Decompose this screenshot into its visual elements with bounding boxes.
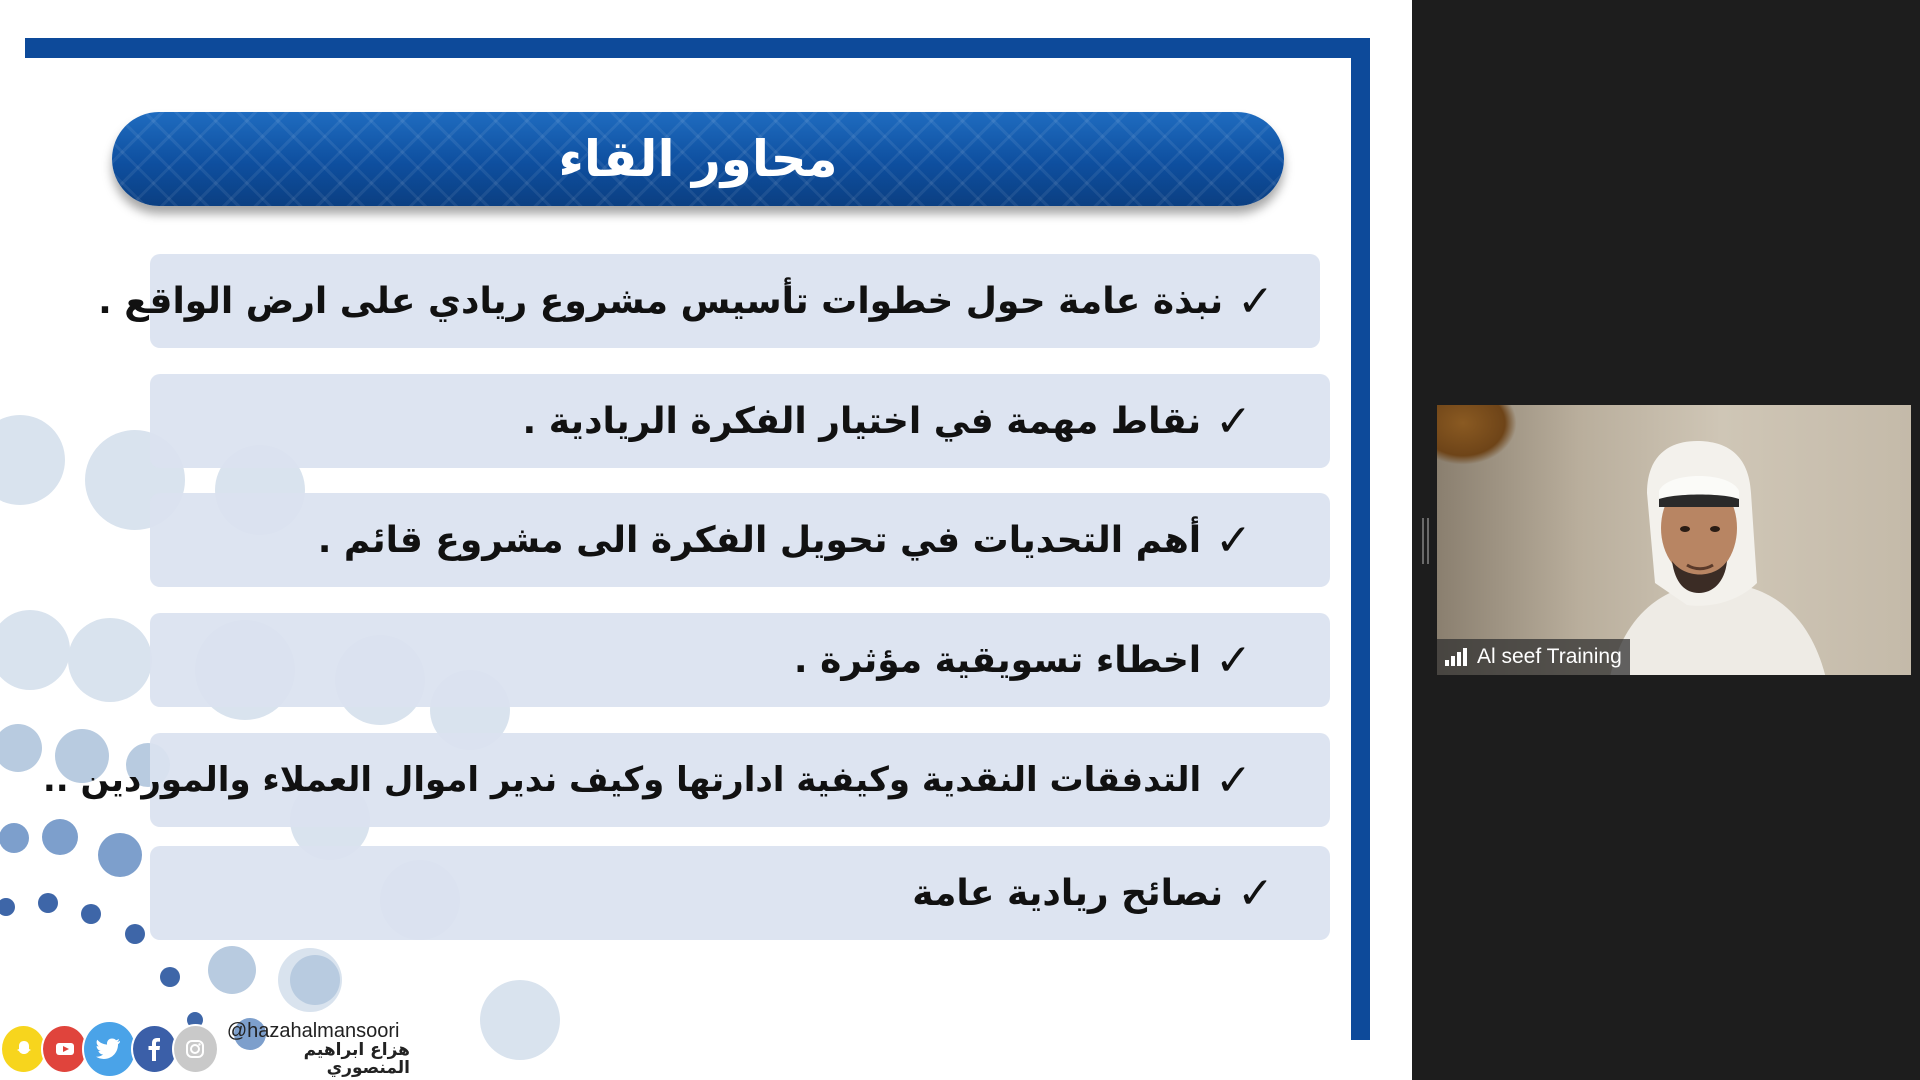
- social-footer: [0, 1019, 410, 1078]
- checkmark-icon: ✓: [1215, 634, 1252, 686]
- checkmark-icon: ✓: [1237, 867, 1274, 919]
- agenda-item: [150, 493, 1330, 587]
- agenda-item: [150, 374, 1330, 468]
- checkmark-icon: ✓: [1215, 395, 1252, 447]
- agenda-item-text: نقاط مهمة في اختيار الفكرة الريادية .: [522, 400, 1202, 442]
- checkmark-icon: ✓: [1215, 514, 1252, 566]
- twitter-icon: [82, 1020, 137, 1078]
- participant-video-tile[interactable]: [1437, 405, 1911, 675]
- agenda-item: [150, 613, 1330, 707]
- participant-name: Al seef Training: [1477, 645, 1622, 668]
- signal-strength-icon: [1445, 648, 1469, 666]
- agenda-item: [42, 733, 1330, 827]
- agenda-item-text: أهم التحديات في تحويل الفكرة الى مشروع قائم .: [317, 519, 1202, 561]
- snapchat-icon: [0, 1024, 47, 1074]
- slide-right-bar: [1351, 38, 1370, 1040]
- agenda-item-text: نبذة عامة حول خطوات تأسيس مشروع ريادي على ارض الواقع .: [98, 280, 1224, 322]
- background-plant: [1437, 405, 1517, 465]
- presenter-name-arabic: هزاع ابراهيم المنصوري: [303, 1039, 410, 1078]
- slide-top-bar: [25, 38, 1370, 58]
- facebook-icon: [131, 1024, 178, 1074]
- agenda-item: [150, 846, 1330, 940]
- checkmark-icon: ✓: [1237, 275, 1274, 327]
- panel-resize-handle[interactable]: [1422, 518, 1430, 564]
- instagram-icon: [172, 1024, 219, 1074]
- social-handle: @hazahalmansoori: [226, 1019, 400, 1042]
- agenda-item-text: التدفقات النقدية وكيفية ادارتها وكيف ندير اموال العملاء والموردين ..: [42, 760, 1202, 800]
- agenda-item-text: اخطاء تسويقية مؤثرة .: [793, 639, 1202, 681]
- slide-title: محاور القاء: [558, 130, 838, 188]
- agenda-item-text: نصائح ريادية عامة: [912, 872, 1224, 914]
- decorative-dots: [0, 380, 560, 1080]
- social-handle-block: [227, 1021, 410, 1078]
- agenda-item: [98, 254, 1320, 348]
- youtube-icon: [41, 1024, 88, 1074]
- checkmark-icon: ✓: [1215, 754, 1252, 806]
- participant-name-tag: [1437, 639, 1630, 675]
- slide-title-banner: [112, 112, 1284, 206]
